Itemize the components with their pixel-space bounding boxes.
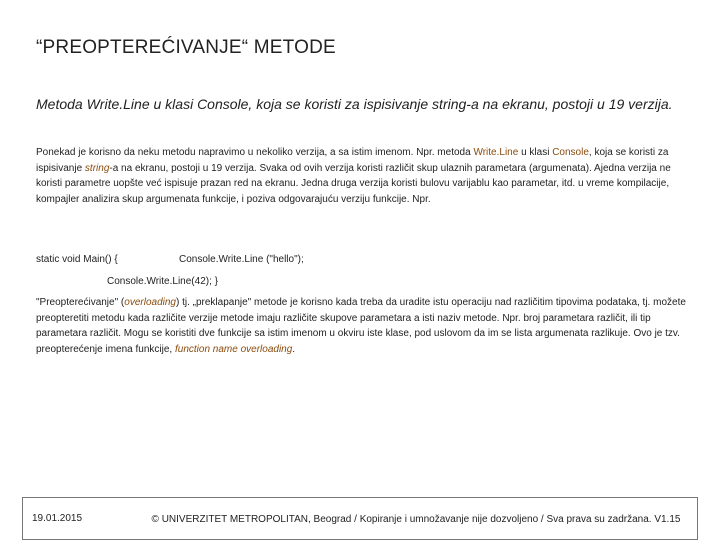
term-overloading: overloading	[124, 297, 176, 308]
footer	[22, 497, 698, 540]
footer-date: 19.01.2015	[32, 513, 83, 524]
p3-text-3: .	[292, 343, 296, 355]
lead-paragraph: Metoda Write.Line u klasi Console, koja se koristi za ispisivanje string-a na ekranu, postoji u 19 verzija.	[36, 96, 673, 112]
p3-text-1: "Preopterećivanje" (	[36, 297, 125, 308]
p1-text-3: , koja se koristi za ispisivanje	[36, 147, 669, 174]
term-function-name-overloading: function name overloading	[174, 343, 293, 355]
slide-title: “PREOPTEREĆIVANJE“ METODE	[36, 37, 336, 58]
p1-text-4: -a na ekranu, postoji u 19 verzija. Svaka od ovih verzija koristi različit skup ulaznih parametara (argumenata). Ajedna verzija ne koristi parametre uopšte već ispisuje prazan red na ekranu. Jedna druga verzija koristi bulovu varijablu kao parametar, itd. u vreme kompilacije, kompajler analizira skup argumenata funkcije, i poziva odgovarajuću verziju funkcije. Npr.	[36, 162, 671, 205]
p1-text-1: Ponekad je korisno da neku metodu napravimo u nekoliko verzija, a sa istim imenom. Npr. metoda	[36, 147, 474, 158]
term-writeline: Write.Line	[473, 147, 519, 158]
body-paragraph-1	[36, 145, 688, 207]
footer-copyright: © UNIVERZITET METROPOLITAN, Beograd / Kopiranje i umnožavanje nije dozvoljeno / Sva prava su zadržana. V1.15	[151, 514, 681, 525]
term-console: Console	[552, 147, 589, 158]
code-line-main: static void Main() {	[36, 254, 118, 265]
code-line-hello: Console.Write.Line ("hello");	[179, 254, 304, 265]
term-string: string	[84, 162, 110, 174]
p3-text-2: ) tj. „preklapanje" metode je korisno kada treba da uradite istu operaciju nad različitim tipovima podataka, tj. možete preopteretiti metodu kada različite verzije metode imaju različite skupove parametara a isti naziv metode. Npr. broj parametara različit, ili tip parametara različit. Mogu se koristiti dve funkcije sa istim imenom u okviru iste klase, pod uslovom da im se lista argumenata razlikuje. Ovo je tzv. preopterećenje imena funkcije,	[36, 297, 686, 355]
p1-text-2: u klasi	[518, 147, 553, 158]
body-paragraph-2	[36, 295, 688, 357]
code-line-42: Console.Write.Line(42); }	[107, 276, 218, 287]
